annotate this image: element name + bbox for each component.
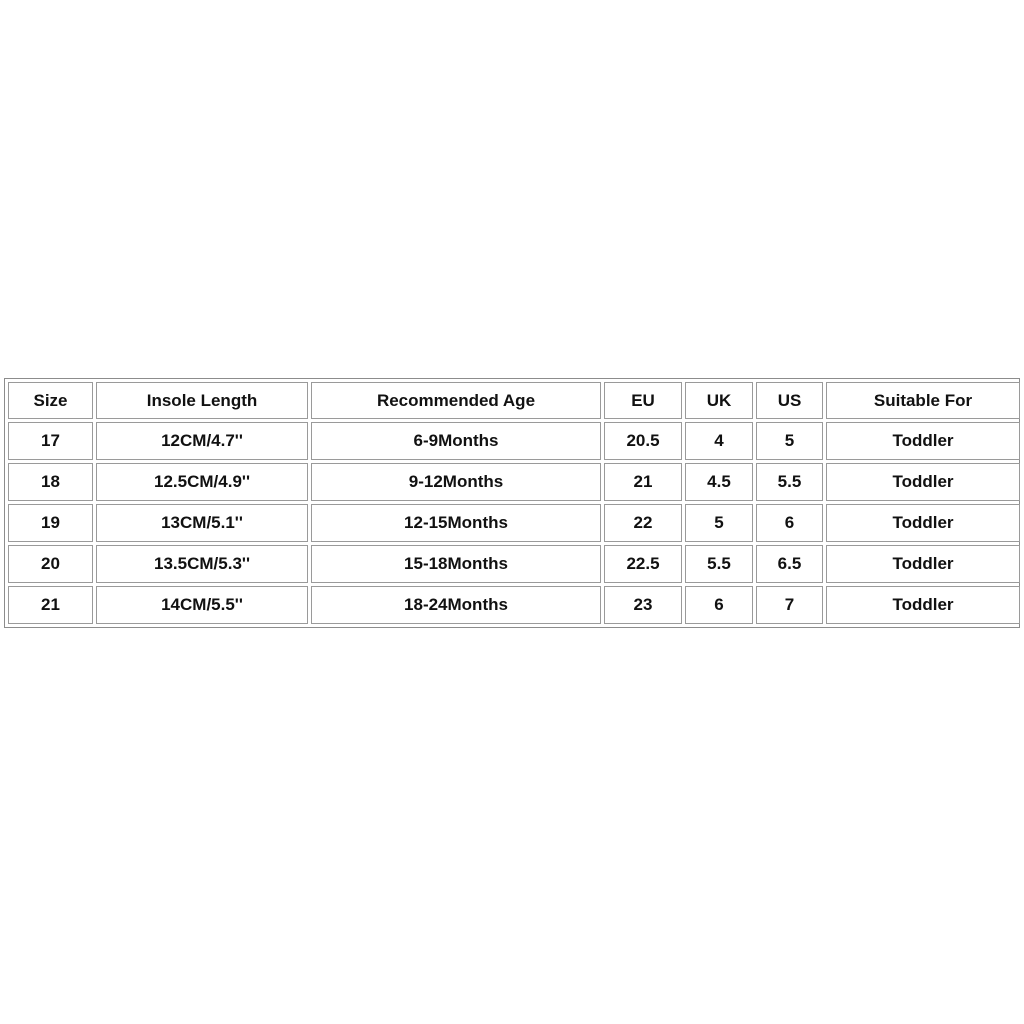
- table-row: [8, 422, 1020, 460]
- header-us: US: [756, 382, 823, 419]
- header-uk: UK: [685, 382, 753, 419]
- cell-eu: 20.5: [604, 422, 682, 460]
- cell-eu: 23: [604, 586, 682, 624]
- cell-insole-length: 12CM/4.7'': [96, 422, 308, 460]
- cell-recommended-age: 12-15Months: [311, 504, 601, 542]
- size-chart-table: [5, 379, 1023, 627]
- header-insole-length: Insole Length: [96, 382, 308, 419]
- cell-uk: 4: [685, 422, 753, 460]
- cell-insole-length: 13CM/5.1'': [96, 504, 308, 542]
- cell-size: 20: [8, 545, 93, 583]
- cell-suitable-for: Toddler: [826, 463, 1020, 501]
- cell-recommended-age: 15-18Months: [311, 545, 601, 583]
- size-chart-table-frame: [4, 378, 1020, 628]
- cell-recommended-age: 6-9Months: [311, 422, 601, 460]
- cell-suitable-for: Toddler: [826, 545, 1020, 583]
- header-eu: EU: [604, 382, 682, 419]
- header-size: Size: [8, 382, 93, 419]
- table-row: [8, 586, 1020, 624]
- cell-size: 19: [8, 504, 93, 542]
- cell-uk: 6: [685, 586, 753, 624]
- cell-insole-length: 12.5CM/4.9'': [96, 463, 308, 501]
- cell-eu: 21: [604, 463, 682, 501]
- header-recommended-age: Recommended Age: [311, 382, 601, 419]
- cell-us: 7: [756, 586, 823, 624]
- cell-recommended-age: 18-24Months: [311, 586, 601, 624]
- cell-insole-length: 14CM/5.5'': [96, 586, 308, 624]
- header-suitable-for: Suitable For: [826, 382, 1020, 419]
- cell-size: 21: [8, 586, 93, 624]
- cell-us: 5.5: [756, 463, 823, 501]
- cell-suitable-for: Toddler: [826, 422, 1020, 460]
- cell-uk: 5: [685, 504, 753, 542]
- table-row: [8, 463, 1020, 501]
- cell-uk: 4.5: [685, 463, 753, 501]
- cell-uk: 5.5: [685, 545, 753, 583]
- table-header-row: [8, 382, 1020, 419]
- cell-recommended-age: 9-12Months: [311, 463, 601, 501]
- cell-eu: 22.5: [604, 545, 682, 583]
- cell-size: 18: [8, 463, 93, 501]
- table-row: [8, 504, 1020, 542]
- cell-size: 17: [8, 422, 93, 460]
- cell-us: 5: [756, 422, 823, 460]
- cell-insole-length: 13.5CM/5.3'': [96, 545, 308, 583]
- cell-eu: 22: [604, 504, 682, 542]
- cell-suitable-for: Toddler: [826, 504, 1020, 542]
- cell-us: 6: [756, 504, 823, 542]
- cell-us: 6.5: [756, 545, 823, 583]
- table-row: [8, 545, 1020, 583]
- cell-suitable-for: Toddler: [826, 586, 1020, 624]
